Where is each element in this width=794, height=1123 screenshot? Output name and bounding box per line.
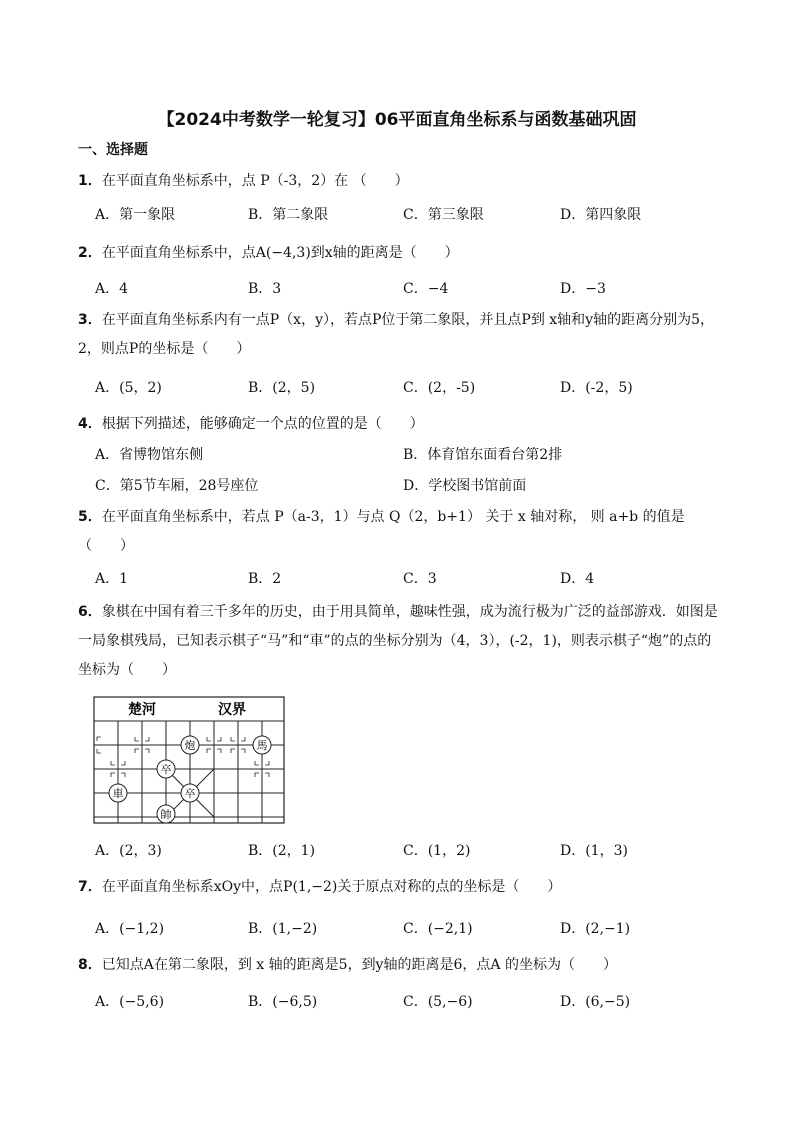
xiangqi-board-figure [93, 696, 285, 824]
question-number: 1． [78, 173, 102, 189]
question-5-options [95, 568, 735, 590]
question-text: 在平面直角坐标系xOy中，点P(1,−2)关于原点对称的点的坐标是（ ） [101, 879, 562, 895]
option-b[interactable]: B．2 [248, 571, 282, 587]
option-b[interactable]: B．体育馆东面看台第2排 [403, 447, 563, 463]
svg-text:帥: 帥 [160, 808, 172, 821]
svg-text:馬: 馬 [256, 739, 268, 752]
svg-text:卒: 卒 [160, 763, 172, 776]
option-c[interactable]: C．(5,−6) [403, 994, 473, 1010]
question-1 [78, 170, 409, 192]
question-7 [78, 876, 561, 898]
question-number: 4． [78, 416, 102, 432]
question-text: 已知点A在第二象限，到 x 轴的距离是5，到y轴的距离是6，点A 的坐标为（ ） [101, 957, 617, 973]
question-text: 在平面直角坐标系中，点 P（-3，2）在 （ ） [101, 173, 409, 189]
option-d[interactable]: D．(1，3) [560, 843, 628, 859]
question-number: 3． [78, 312, 102, 328]
option-c[interactable]: C．第5节车厢，28号座位 [95, 478, 259, 494]
svg-text:炮: 炮 [184, 739, 196, 752]
question-2 [78, 242, 459, 264]
option-d[interactable]: D．(6,−5) [560, 994, 631, 1010]
piece-zu-2 [181, 784, 199, 802]
question-3-options [95, 377, 735, 399]
question-text: 象棋在中国有着三千多年的历史，由于用具简单，趣味性强，成为流行极为广泛的益部游戏．如图是一局象棋残局，已知表示棋子“马”和“車”的点的坐标分别为（4，3），(-2，1)，则表示棋子“炮”的点的坐标为（ ） [78, 604, 718, 678]
question-5 [78, 503, 718, 561]
option-c[interactable]: C．第三象限 [403, 207, 484, 223]
question-8 [78, 954, 617, 976]
option-c[interactable]: C．−4 [403, 281, 449, 297]
option-d[interactable]: D．(-2，5) [560, 380, 633, 396]
river-label-left: 楚河 [128, 702, 156, 718]
option-c[interactable]: C．(−2,1) [403, 921, 473, 937]
question-7-options [95, 918, 735, 940]
option-a[interactable]: A．4 [95, 281, 129, 297]
section-heading: 一、选择题 [78, 142, 148, 158]
question-1-options [95, 204, 735, 226]
piece-zu-1 [157, 760, 175, 778]
question-number: 2． [78, 245, 102, 261]
option-c[interactable]: C．(1，2) [403, 843, 471, 859]
piece-shuai [157, 805, 175, 823]
option-d[interactable]: D．(2,−1) [560, 921, 631, 937]
question-4 [78, 413, 424, 435]
option-c[interactable]: C．(2，-5) [403, 380, 476, 396]
question-8-options [95, 991, 735, 1013]
option-b[interactable]: B．(1,−2) [248, 921, 318, 937]
question-4-options-row1 [95, 444, 735, 466]
option-c[interactable]: C．3 [403, 571, 437, 587]
question-text: 在平面直角坐标系中，若点 P（a-3，1）与点 Q（2，b+1） 关于 x 轴对称， 则 a+b 的值是 （ ） [78, 509, 685, 554]
option-d[interactable]: D．−3 [560, 281, 606, 297]
option-d[interactable]: D．第四象限 [560, 207, 642, 223]
option-a[interactable]: A．(−5,6) [95, 994, 165, 1010]
question-6 [78, 598, 718, 685]
option-a[interactable]: A．第一象限 [95, 207, 176, 223]
question-6-options [95, 840, 735, 862]
river-label-right: 汉界 [218, 702, 246, 718]
question-text: 根据下列描述，能够确定一个点的位置的是（ ） [101, 416, 424, 432]
option-b[interactable]: B．(2，1) [248, 843, 316, 859]
svg-text:卒: 卒 [184, 787, 196, 800]
page-title: 【2024中考数学一轮复习】06平面直角坐标系与函数基础巩固 [157, 110, 637, 130]
option-b[interactable]: B．3 [248, 281, 282, 297]
piece-ma [253, 736, 271, 754]
option-b[interactable]: B．(−6,5) [248, 994, 318, 1010]
question-number: 6． [78, 604, 102, 620]
question-text: 在平面直角坐标系中，点A(−4,3)到x轴的距离是（ ） [101, 245, 459, 261]
option-a[interactable]: A．(−1,2) [95, 921, 165, 937]
question-number: 8． [78, 957, 102, 973]
piece-pao [181, 736, 199, 754]
question-4-options-row2 [95, 475, 735, 497]
option-b[interactable]: B．第二象限 [248, 207, 329, 223]
option-a[interactable]: A．省博物馆东侧 [95, 447, 204, 463]
question-number: 5． [78, 509, 102, 525]
option-a[interactable]: A．1 [95, 571, 129, 587]
option-d[interactable]: D．4 [560, 571, 595, 587]
option-b[interactable]: B．(2，5) [248, 380, 316, 396]
svg-text:車: 車 [112, 787, 124, 800]
question-2-options [95, 278, 735, 300]
question-3 [78, 306, 718, 364]
option-d[interactable]: D．学校图书馆前面 [403, 478, 527, 494]
question-number: 7． [78, 879, 102, 895]
question-text: 在平面直角坐标系内有一点P（x，y），若点P位于第二象限，并且点P到 x轴和y轴的距离分别为5，2，则点P的坐标是（ ） [78, 312, 714, 357]
option-a[interactable]: A．(5，2) [95, 380, 162, 396]
piece-ju [109, 784, 127, 802]
option-a[interactable]: A．(2，3) [95, 843, 162, 859]
